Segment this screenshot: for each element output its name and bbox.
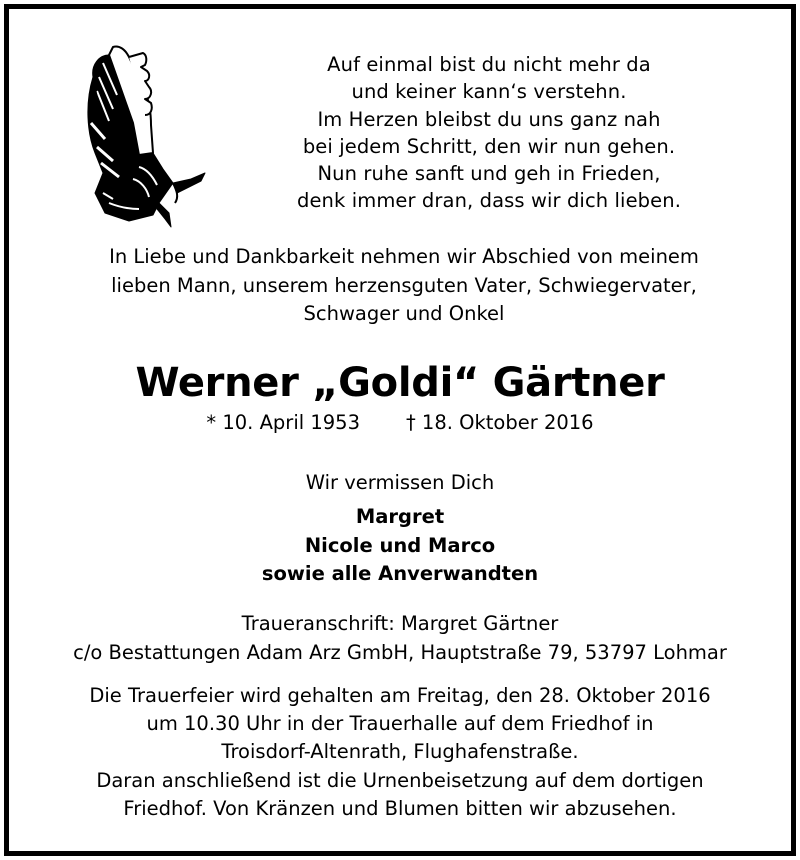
ceremony-line: Daran anschließend ist die Urnenbeisetzung auf dem dortigen (96, 768, 704, 792)
intro-line: Schwager und Onkel (303, 302, 505, 325)
death-date: † 18. Oktober 2016 (405, 411, 594, 434)
poem-line: Im Herzen bleibst du uns ganz nah (317, 107, 661, 131)
mourner: sowie alle Anverwandten (261, 562, 539, 585)
life-dates (9, 409, 791, 437)
intro-line: In Liebe und Dankbarkeit nehmen wir Abschied von meinem (109, 245, 699, 268)
closing-line: Wir vermissen Dich (305, 471, 495, 494)
farewell-intro (29, 243, 779, 329)
ceremony-line: Die Trauerfeier wird gehalten am Freitag, den 28. Oktober 2016 (89, 684, 711, 707)
ceremony-line: Friedhof. Von Kränzen und Blumen bitten wir abzusehen. (123, 796, 677, 820)
obituary-frame (4, 4, 796, 856)
poem (269, 51, 709, 215)
poem-line: und keiner kann‘s verstehn. (351, 80, 627, 104)
mourners (9, 503, 791, 589)
mourning-address (9, 610, 791, 667)
birth-date: * 10. April 1953 (206, 411, 360, 434)
poem-line: bei jedem Schritt, den wir nun gehen. (302, 134, 676, 158)
deceased-name: Werner „Goldi“ Gärtner (135, 360, 665, 406)
intro-line: lieben Mann, unserem herzensguten Vater, Schwiegervater, (111, 273, 697, 297)
poem-line: Auf einmal bist du nicht mehr da (327, 53, 651, 76)
ceremony-line: um 10.30 Uhr in der Trauerhalle auf dem Friedhof in (146, 712, 654, 736)
ceremony-info (9, 682, 791, 823)
poem-line: Nun ruhe sanft und geh in Frieden, (317, 162, 661, 186)
mourner: Margret (355, 505, 445, 528)
address-line: c/o Bestattungen Adam Arz GmbH, Hauptstraße 79, 53797 Lohmar (73, 640, 727, 664)
poem-line: denk immer dran, dass wir dich lieben. (296, 189, 681, 213)
praying-hands-icon (73, 43, 213, 233)
ceremony-line: Troisdorf-Altenrath, Flughafenstraße. (221, 740, 579, 764)
address-line: Traueranschrift: Margret Gärtner (241, 612, 559, 635)
mourner: Nicole und Marco (304, 533, 496, 557)
